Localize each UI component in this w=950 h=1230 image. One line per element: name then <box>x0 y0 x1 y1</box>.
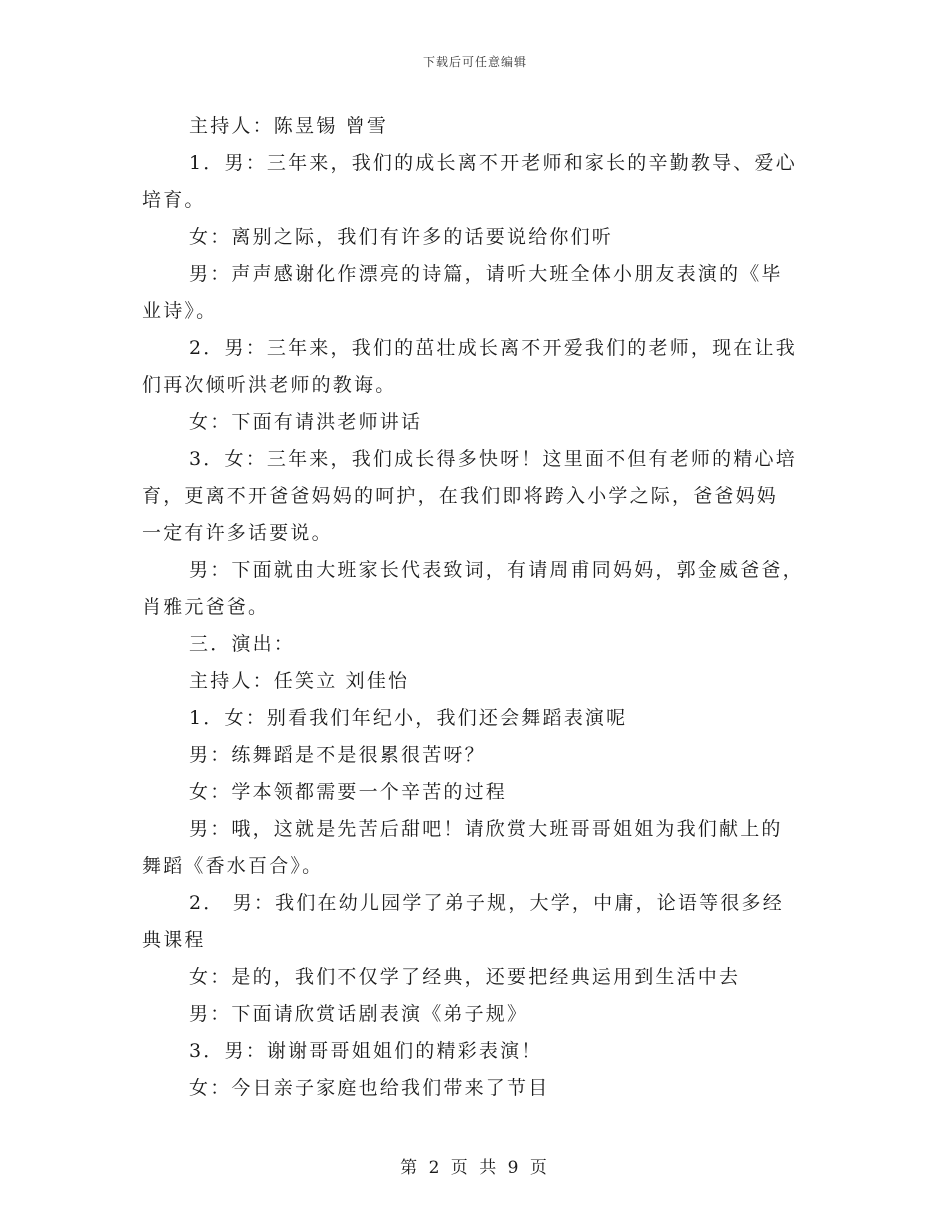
paragraph <box>142 700 807 737</box>
paragraph <box>142 663 807 700</box>
text-line: 业诗》。 <box>142 300 218 322</box>
text-line: 女：今日亲子家庭也给我们带来了节目 <box>189 1077 550 1099</box>
text-line: 女：下面有请洪老师讲话 <box>189 411 423 433</box>
text-line: 2．男：三年来，我们的茁壮成长离不开爱我们的老师，现在让我 <box>189 337 797 359</box>
paragraph <box>142 1070 807 1107</box>
text-line: 一定有许多话要说。 <box>142 522 333 544</box>
paragraph <box>142 552 807 626</box>
paragraph <box>142 774 807 811</box>
text-line: 典课程 <box>142 929 206 951</box>
paragraph <box>142 404 807 441</box>
paragraph <box>142 811 807 885</box>
text-line: 女：离别之际，我们有许多的话要说给你们听 <box>189 226 614 248</box>
text-line: 男：练舞蹈是不是很累很苦呀？ <box>189 744 486 766</box>
paragraph <box>142 959 807 996</box>
paragraph <box>142 145 807 219</box>
paragraph <box>142 330 807 404</box>
text-line: 男：下面就由大班家长代表致词，有请周甫同妈妈，郭金威爸爸， <box>189 559 804 581</box>
text-line: 女：是的，我们不仅学了经典，还要把经典运用到生活中去 <box>189 966 741 988</box>
text-line: 培育。 <box>142 189 206 211</box>
paragraph <box>142 885 807 959</box>
paragraph <box>142 441 807 552</box>
paragraph <box>142 1033 807 1070</box>
paragraph <box>142 108 807 145</box>
text-line: 三．演出： <box>189 633 296 655</box>
paragraph <box>142 219 807 256</box>
text-line: 主持人：陈昱锡 曾雪 <box>189 115 389 137</box>
text-line: 们再次倾听洪老师的教诲。 <box>142 374 397 396</box>
paragraph <box>142 737 807 774</box>
text-line: 女：学本领都需要一个辛苦的过程 <box>189 781 508 803</box>
text-line: 男：声声感谢化作漂亮的诗篇，请听大班全体小朋友表演的《毕 <box>189 263 783 285</box>
document-body <box>142 108 807 1107</box>
text-line: 舞蹈《香水百合》。 <box>142 855 324 877</box>
text-line: 男：下面请欣赏话剧表演《弟子规》 <box>189 1003 529 1025</box>
text-line: 2． 男：我们在幼儿园学了弟子规，大学，中庸，论语等很多经 <box>189 892 784 914</box>
paragraph <box>142 256 807 330</box>
text-line: 男：哦，这就是先苦后甜吧！请欣赏大班哥哥姐姐为我们献上的 <box>189 818 783 840</box>
text-line: 育，更离不开爸爸妈妈的呵护，在我们即将跨入小学之际，爸爸妈妈 <box>142 485 779 507</box>
text-line: 3．男：谢谢哥哥姐姐们的精彩表演！ <box>189 1040 543 1062</box>
text-line: 肖雅元爸爸。 <box>142 596 270 618</box>
text-line: 1．男：三年来，我们的成长离不开老师和家长的辛勤教导、爱心 <box>189 152 797 174</box>
text-line: 3．女：三年来，我们成长得多快呀！这里面不但有老师的精心培 <box>189 448 797 470</box>
paragraph <box>142 626 807 663</box>
header-note: 下载后可任意编辑 <box>422 55 527 69</box>
page-number: 第 2 页 共 9 页 <box>400 1158 550 1178</box>
paragraph <box>142 996 807 1033</box>
text-line: 主持人：任笑立 刘佳怡 <box>189 670 410 692</box>
text-line: 1．女：别看我们年纪小，我们还会舞蹈表演呢 <box>189 707 628 729</box>
